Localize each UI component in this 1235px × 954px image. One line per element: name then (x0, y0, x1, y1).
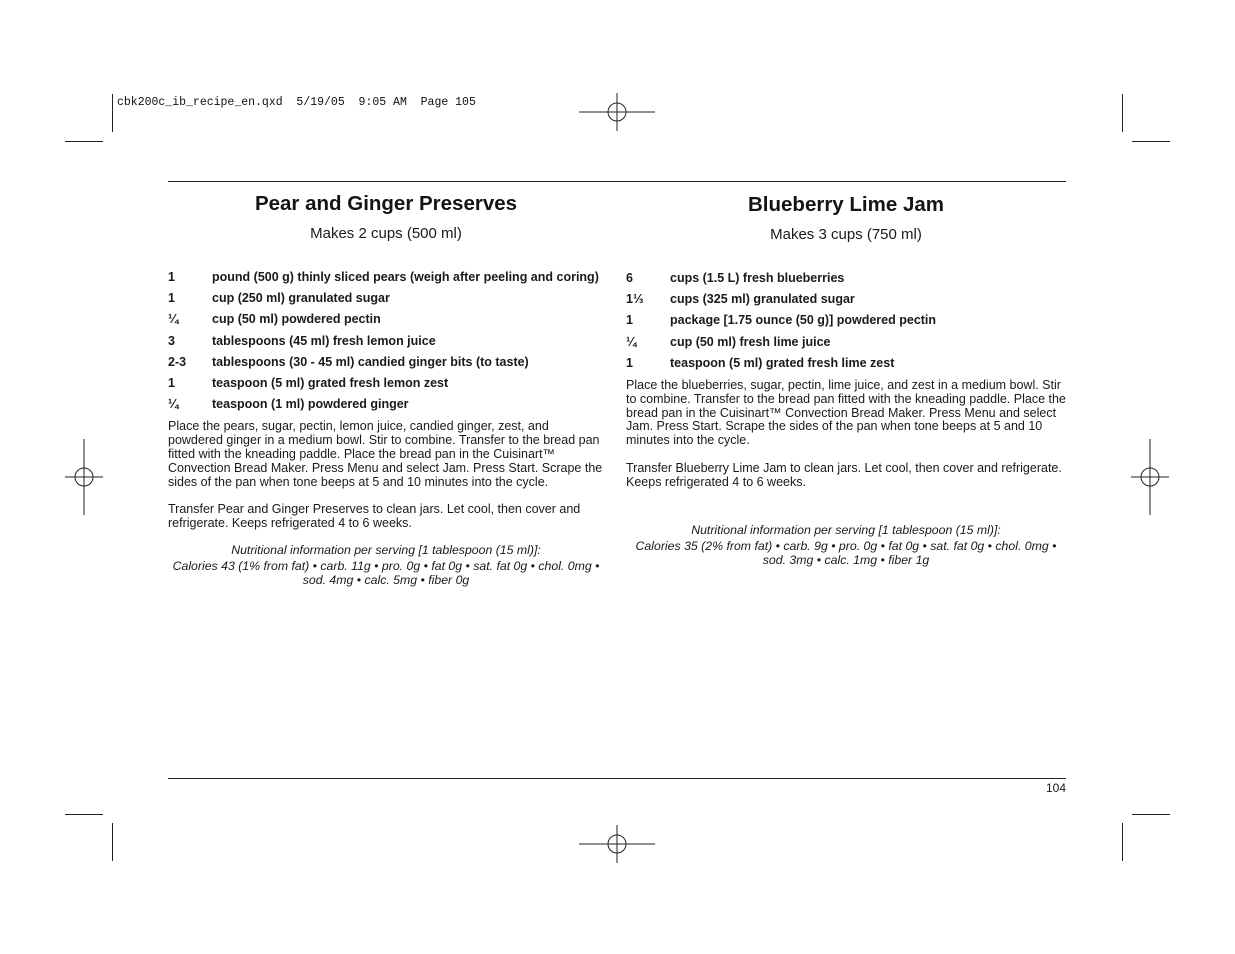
crop-mark (1132, 141, 1170, 142)
crop-mark (1132, 814, 1170, 815)
registration-mark-icon (579, 825, 655, 863)
ingredient-qty: 3 (168, 333, 175, 348)
recipe-storage: Transfer Blueberry Lime Jam to clean jars. Let cool, then cover and refrigerate. Keeps refrigerated 4 to 6 weeks. (626, 460, 1062, 489)
ingredient-desc: cups (325 ml) granulated sugar (670, 292, 855, 307)
nutrition-heading: Nutritional information per serving [1 tablespoon (15 ml)]: (691, 522, 1001, 537)
ingredient-qty: 1 (168, 270, 175, 284)
recipe-storage: Transfer Pear and Ginger Preserves to clean jars. Let cool, then cover and refrigerate. Keeps refrigerated 4 to 6 weeks. (168, 502, 581, 531)
ingredient-desc: tablespoons (45 ml) fresh lemon juice (212, 333, 436, 348)
crop-mark (65, 141, 103, 142)
ingredient-desc: package [1.75 ounce (50 g)] powdered pectin (670, 313, 937, 328)
ingredient-desc: tablespoons (30 - 45 ml) candied ginger bits (to taste) (212, 354, 529, 369)
crop-mark (65, 814, 103, 815)
ingredient-row (168, 354, 604, 375)
ingredient-desc: teaspoon (1 ml) powdered ginger (212, 397, 409, 412)
crop-mark (112, 823, 113, 861)
ingredient-row (168, 375, 604, 396)
recipe-blueberry-lime (626, 192, 1066, 567)
ingredient-desc: pound (500 g) thinly sliced pears (weigh after peeling and coring) (212, 270, 599, 284)
ingredient-row (626, 334, 1066, 355)
ingredient-list (168, 269, 604, 417)
crop-mark (1122, 94, 1123, 132)
ingredient-qty: 6 (626, 271, 633, 285)
ingredient-row (626, 355, 1066, 376)
crop-mark (112, 94, 113, 132)
ingredient-row (168, 396, 604, 417)
ingredient-qty: ¼ (626, 334, 637, 349)
ingredient-qty: 1 (626, 355, 633, 370)
ingredient-qty: 1 (626, 313, 633, 328)
recipe-title: Pear and Ginger Preserves (254, 192, 518, 215)
ingredient-qty: 1 (168, 291, 175, 306)
registration-mark-icon (579, 93, 655, 131)
ingredient-qty: ¼ (168, 397, 179, 412)
ingredient-row (168, 290, 604, 311)
ingredient-qty: 2-3 (168, 354, 187, 369)
ingredient-desc: cup (50 ml) fresh lime juice (670, 334, 831, 349)
registration-mark-icon (65, 439, 103, 515)
crop-mark (1122, 823, 1123, 861)
recipe-yield: Makes 3 cups (750 ml) (770, 226, 922, 243)
ingredient-row (626, 312, 1066, 333)
ingredient-desc: cup (50 ml) powdered pectin (212, 312, 381, 327)
ingredient-desc: teaspoon (5 ml) grated fresh lemon zest (212, 375, 449, 390)
recipe-directions: Place the blueberries, sugar, pectin, lime juice, and zest in a medium bowl. Stir to combine. Transfer to the bread pan fitted with the kneading paddle. Place the bread pan in the Cuisinart™ Convection Bread Maker. Press Menu and select Jam. Press Start. Scrape the sides of the pan when tone beeps at 5 and 10 minutes into the cycle. (626, 377, 1066, 448)
ingredient-list (626, 270, 1066, 376)
recipe-directions: Place the pears, sugar, pectin, lemon juice, candied ginger, zest, and powdered ginger in a medium bowl. Stir to combine. Transfer to the bread pan fitted with the kneading paddle. Place the bread pan in the Cuisinart™ Convection Bread Maker. Press Menu and select Jam. Press Start. Scrape the sides of the pan when tone beeps at 5 and 10 minutes into the cycle. (168, 419, 603, 489)
nutrition-text: Calories 43 (1% from fat) • carb. 11g • pro. 0g • fat 0g • sat. fat 0g • chol. 0mg • sod. 4mg • calc. 5mg • fiber 0g (172, 559, 600, 588)
ingredient-row (168, 269, 604, 290)
nutrition-info (626, 523, 1066, 567)
page-number: 104 (1046, 781, 1067, 795)
ingredient-row (626, 270, 1066, 291)
recipe-yield: Makes 2 cups (500 ml) (310, 225, 462, 242)
registration-mark-icon (1131, 439, 1169, 515)
ingredient-row (626, 291, 1066, 312)
nutrition-text: Calories 35 (2% from fat) • carb. 9g • pro. 0g • fat 0g • sat. fat 0g • chol. 0mg • sod. 3mg • calc. 1mg • fiber 1g (635, 538, 1057, 567)
recipe-pear-ginger (168, 192, 604, 587)
print-slug: cbk200c_ib_recipe_en.qxd 5/19/05 9:05 AM Page 105 (117, 96, 476, 109)
ingredient-row (168, 311, 604, 332)
ingredient-qty: ¼ (168, 312, 179, 327)
nutrition-heading: Nutritional information per serving [1 tablespoon (15 ml)]: (231, 543, 541, 558)
top-rule (168, 181, 1066, 182)
ingredient-qty: 1 (168, 375, 175, 390)
nutrition-info (168, 543, 604, 587)
ingredient-row (168, 333, 604, 354)
recipe-title: Blueberry Lime Jam (748, 193, 944, 216)
ingredient-qty: 1⅓ (626, 292, 644, 307)
ingredient-desc: teaspoon (5 ml) grated fresh lime zest (670, 355, 895, 370)
ingredient-desc: cups (1.5 L) fresh blueberries (670, 271, 845, 285)
ingredient-desc: cup (250 ml) granulated sugar (212, 291, 390, 306)
bottom-rule (168, 778, 1066, 779)
